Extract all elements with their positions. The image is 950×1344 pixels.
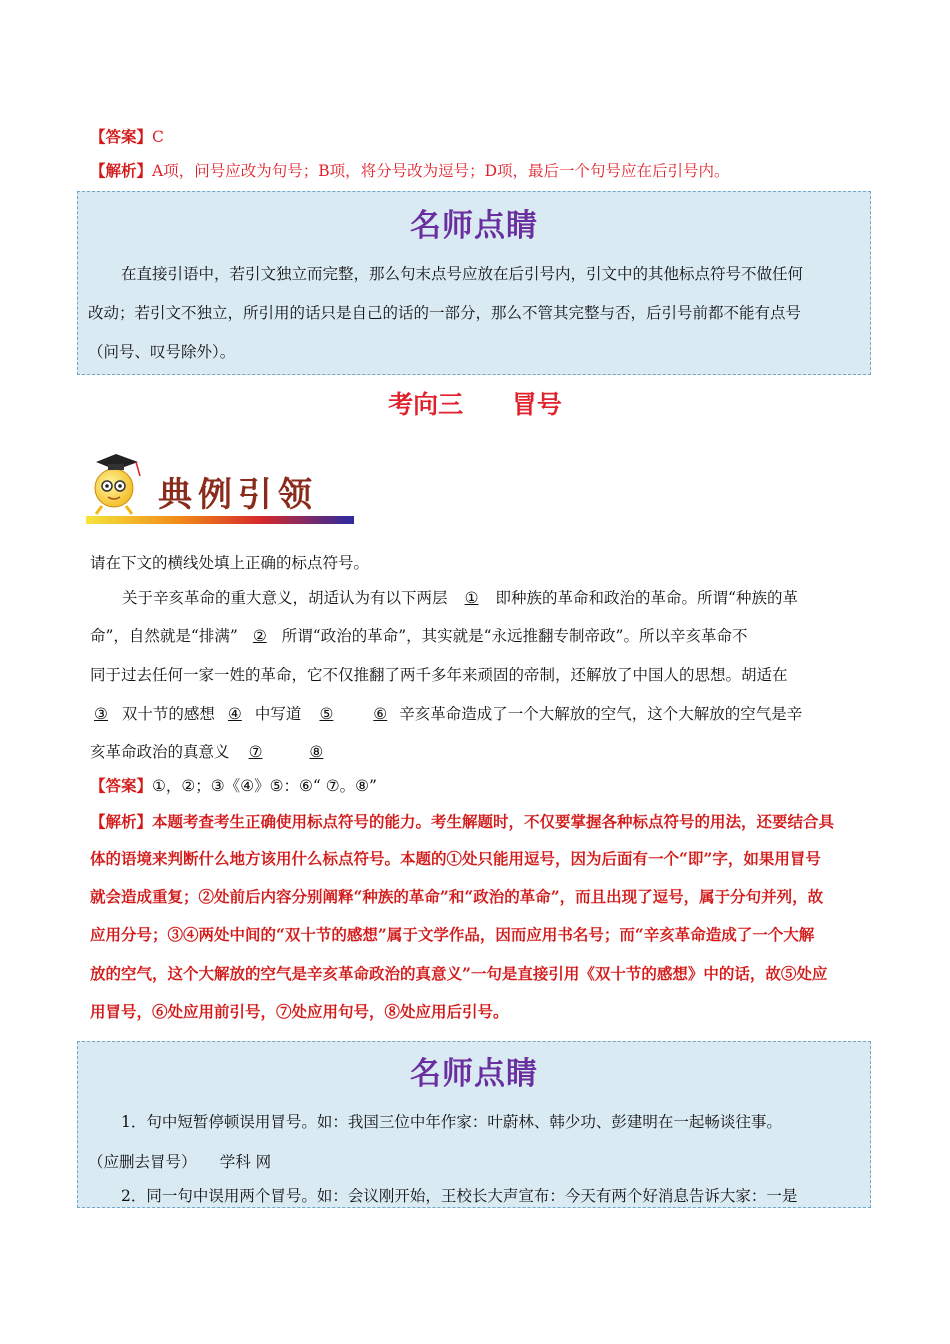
tip-line: （问号、叹号除外）。 xyxy=(88,343,236,361)
blank-8: ⑧ xyxy=(309,743,324,761)
tip-line: 在直接引语中，若引文独立而完整，那么句末点号应放在后引号内，引文中的其他标点符号不做任何 xyxy=(121,265,804,283)
answer-1 xyxy=(90,127,164,147)
analysis-text: 本题考查考生正确使用标点符号的能力。考生解题时，不仅要掌握各种标点符号的用法，还要结合具 xyxy=(152,812,835,831)
question-text: 即种族的革命和政治的革命。所谓“种族的革 xyxy=(495,589,798,607)
question-line-4 xyxy=(90,704,802,724)
blank-7: ⑦ xyxy=(248,743,263,761)
question-text: 所谓“政治的革命”，其实就是“永远推翻专制帝政”。所以辛亥革命不 xyxy=(281,627,748,645)
tip-line: 1．句中短暂停顿误用冒号。如：我国三位中年作家：叶蔚林、韩少功、彭建明在一起畅谈往事。 xyxy=(121,1113,782,1131)
answer-2 xyxy=(90,776,377,796)
banner-text: 典例引领 xyxy=(158,475,318,515)
question-line-3: 同于过去任何一家一姓的革命，它不仅推翻了两千多年来顽固的帝制，还解放了中国人的思想。胡适在 xyxy=(90,666,788,684)
answer-value: ①，②；③《④》⑤：⑥“ ⑦。⑧” xyxy=(152,777,377,795)
question-line-1 xyxy=(122,588,798,608)
question-line-2 xyxy=(90,626,747,646)
question-instruction: 请在下文的横线处填上正确的标点符号。 xyxy=(90,554,370,572)
blank-2: ② xyxy=(252,627,267,645)
analysis-label: 【解析】 xyxy=(90,161,153,180)
analysis-1 xyxy=(90,161,730,181)
section-heading xyxy=(0,385,950,421)
analysis-2-line: 应用分号；③④两处中间的“双十节的感想”属于文学作品，因而应用书名号；而“辛亥革命造成了一个大解 xyxy=(90,925,815,944)
tip-line: 2．同一句中误用两个冒号。如：会议刚开始，王校长大声宣布：今天有两个好消息告诉大家：一是 xyxy=(121,1187,798,1205)
tip-line: （应删去冒号） 学科 网 xyxy=(88,1153,272,1171)
question-text: 双十节的感想 xyxy=(121,705,215,723)
question-text: 关于辛亥革命的重大意义，胡适认为有以下两层 xyxy=(122,589,448,607)
analysis-2-line: 放的空气，这个大解放的空气是辛亥革命政治的真意义”一句是直接引用《双十节的感想》中的话，故⑤处应 xyxy=(90,964,828,983)
tip-line: 改动；若引文不独立，所引用的话只是自己的话的一部分，那么不管其完整与否，后引号前都不能有点号 xyxy=(88,304,802,322)
section-title: 考向三 xyxy=(388,390,464,419)
blank-4: ④ xyxy=(227,705,242,723)
example-banner xyxy=(86,448,356,528)
answer-value: C xyxy=(152,128,164,146)
answer-label: 【答案】 xyxy=(90,127,153,146)
answer-label: 【答案】 xyxy=(90,776,153,795)
analysis-label: 【解析】 xyxy=(90,812,153,831)
analysis-2-line: 用冒号，⑥处应用前引号，⑦处应用句号，⑧处应用后引号。 xyxy=(90,1002,509,1021)
question-text: 命”，自然就是“排满” xyxy=(90,627,238,645)
banner-bar xyxy=(86,516,354,524)
blank-3: ③ xyxy=(94,705,108,723)
analysis-text: A项，问号应改为句号；B项，将分号改为逗号；D项，最后一个句号应在后引号内。 xyxy=(152,162,730,180)
mascot-icon xyxy=(95,454,140,514)
blank-1: ① xyxy=(464,589,479,607)
blank-6: ⑥ xyxy=(373,705,388,723)
question-text: 辛亥革命造成了一个大解放的空气，这个大解放的空气是辛 xyxy=(399,705,803,723)
tip-title: 名师点睛 xyxy=(410,208,538,244)
blank-5: ⑤ xyxy=(319,705,334,723)
question-text: 亥革命政治的真意义 xyxy=(90,743,230,761)
section-subtitle: 冒号 xyxy=(511,390,562,419)
analysis-2-line-1 xyxy=(90,812,834,832)
question-text: 中写道 xyxy=(254,705,302,723)
analysis-2-line: 就会造成重复；②处前后内容分别阐释“种族的革命”和“政治的革命”，而且出现了逗号，属于分句并列，故 xyxy=(90,887,824,906)
tip-box-2 xyxy=(77,1041,871,1208)
tip-box-1 xyxy=(77,191,871,375)
analysis-2-line: 体的语境来判断什么地方该用什么标点符号。本题的①处只能用逗号，因为后面有一个“即”字，如果用冒号 xyxy=(90,849,821,868)
question-line-5 xyxy=(90,742,341,762)
tip-title: 名师点睛 xyxy=(410,1056,538,1092)
